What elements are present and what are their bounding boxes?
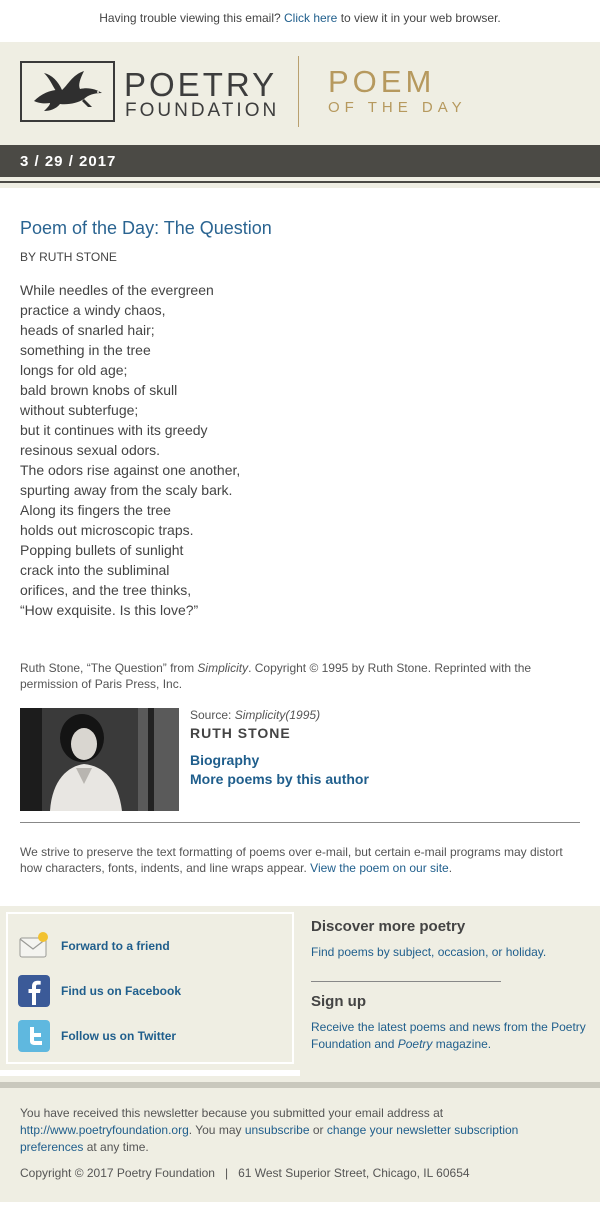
twitter-link[interactable]: Follow us on Twitter — [61, 1029, 177, 1043]
source-book: Simplicity(1995) — [234, 708, 321, 722]
author-source — [190, 708, 320, 722]
envelope-star-icon[interactable] — [18, 930, 50, 962]
find-poems-link[interactable]: Find poems by subject, occasion, or holiday. — [311, 945, 547, 959]
footer-text-2: . You may — [188, 1123, 245, 1137]
poem-line: heads of snarled hair; — [20, 322, 155, 338]
preheader — [0, 0, 600, 42]
logo-foundation: FOUNDATION — [125, 100, 280, 121]
footer-text-4: at any time. — [83, 1140, 149, 1154]
footer-text-1: You have received this newsletter because you submitted your email address at — [20, 1106, 444, 1120]
poem-line: without subterfuge; — [20, 402, 139, 418]
poem-line: While needles of the evergreen — [20, 282, 214, 298]
poem-line: something in the tree — [20, 342, 151, 358]
poem-line: resinous sexual odors. — [20, 442, 161, 458]
credit-text-end: . Copyright © 1995 by Ruth Stone. Reprinted with the permission of Paris Press, Inc. — [20, 661, 532, 691]
date-bar-band — [0, 145, 600, 179]
footer-notice — [20, 1105, 580, 1156]
email-header — [0, 42, 600, 142]
poem-byline: BY RUTH STONE — [20, 250, 117, 264]
credit-book: Simplicity — [197, 661, 249, 675]
potd-subtitle: OF THE DAY — [328, 99, 467, 116]
poem-line: spurting away from the scaly bark. — [20, 482, 233, 498]
credit-text: Ruth Stone, “The Question” from — [20, 661, 198, 675]
facebook-link[interactable]: Find us on Facebook — [61, 984, 182, 998]
note-text: We strive to preserve the text formatting of poems over e-mail, but certain e-mail programs may distort how characters, fonts, indents, and line wraps appear. — [20, 845, 563, 875]
facebook-icon[interactable] — [18, 975, 50, 1007]
facebook-row[interactable] — [18, 975, 288, 1007]
poem-line: The odors rise against one another, — [20, 462, 241, 478]
note-end: . — [448, 861, 453, 875]
section-divider — [20, 822, 580, 823]
author-photo — [20, 708, 179, 811]
poem-line: orifices, and the tree thinks, — [20, 582, 192, 598]
formatting-note — [20, 844, 580, 876]
poem-line: holds out microscopic traps. — [20, 522, 194, 538]
change-preferences-link[interactable]: change your newsletter subscription preferences — [20, 1123, 519, 1154]
poem-line: bald brown knobs of skull — [20, 382, 178, 398]
forward-to-friend-row[interactable] — [18, 930, 288, 962]
issue-date: 3 / 29 / 2017 — [20, 153, 117, 170]
social-section — [0, 906, 600, 1082]
poem-line: Popping bullets of sunlight — [20, 542, 184, 558]
signup-heading: Sign up — [311, 993, 366, 1010]
twitter-icon[interactable] — [18, 1020, 50, 1052]
poem-line: Along its fingers the tree — [20, 502, 171, 518]
forward-to-friend-link[interactable]: Forward to a friend — [61, 939, 170, 953]
poem-line: “How exquisite. Is this love?” — [20, 602, 199, 618]
signup-text-start[interactable]: Receive the latest poems and news from the Poetry Foundation and — [311, 1020, 586, 1051]
footer-text-3: or — [309, 1123, 327, 1137]
poem-credit — [20, 660, 560, 692]
poem-line: but it continues with its greedy — [20, 422, 208, 438]
date-bar — [0, 142, 600, 188]
bird-logo-icon[interactable] — [20, 61, 115, 122]
preheader-text: Having trouble viewing this email? — [99, 11, 284, 25]
poem-line: practice a windy chaos, — [20, 302, 166, 318]
social-links-box — [6, 912, 294, 1064]
date-bar-underline — [0, 181, 600, 183]
poem-title[interactable]: Poem of the Day: The Question — [20, 218, 272, 238]
poem-body — [20, 280, 240, 620]
discover-heading: Discover more poetry — [311, 918, 466, 935]
potd-title: POEM — [328, 64, 436, 99]
twitter-row[interactable] — [18, 1020, 288, 1052]
preheader-text-end: to view it in your web browser. — [337, 11, 501, 25]
social-bottom-strip — [0, 1070, 300, 1076]
signup-text-end[interactable]: magazine. — [432, 1037, 492, 1051]
poem-line: longs for old age; — [20, 362, 128, 378]
view-in-browser-link[interactable]: Click here — [284, 11, 338, 25]
header-divider — [298, 56, 299, 127]
view-poem-link[interactable]: View the poem on our site — [310, 861, 449, 875]
unsubscribe-link[interactable]: unsubscribe — [244, 1123, 310, 1137]
discover-divider — [311, 981, 501, 982]
source-label: Source: — [190, 708, 235, 722]
email-footer — [0, 1088, 600, 1202]
site-link[interactable]: http://www.poetryfoundation.org — [20, 1123, 189, 1137]
footer-copyright: Copyright © 2017 Poetry Foundation | 61 West Superior Street, Chicago, IL 60654 — [20, 1166, 470, 1180]
signup-magazine[interactable]: Poetry — [397, 1037, 433, 1051]
poem-line: crack into the subliminal — [20, 562, 170, 578]
author-name: RUTH STONE — [190, 725, 291, 741]
logo-poetry: POETRY — [124, 66, 278, 103]
signup-text[interactable] — [311, 1019, 591, 1053]
more-poems-link[interactable]: More poems by this author — [190, 771, 369, 787]
biography-link[interactable]: Biography — [190, 752, 260, 768]
